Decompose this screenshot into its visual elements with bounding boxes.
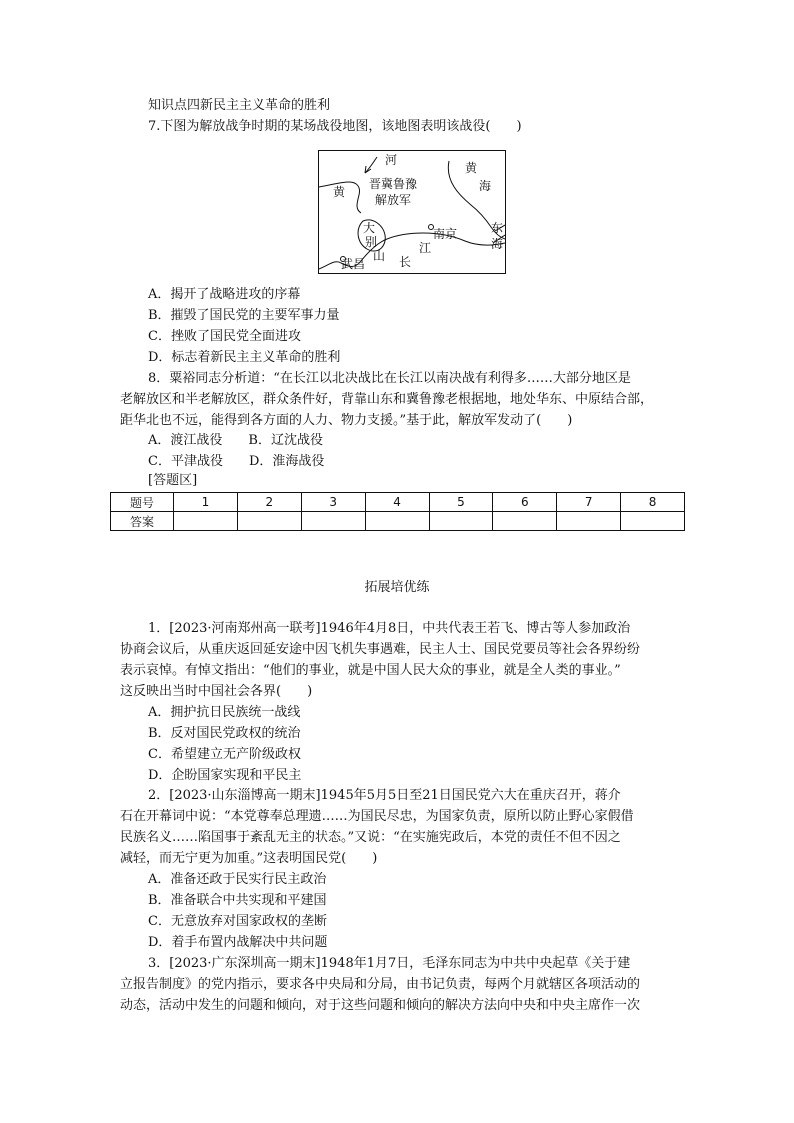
e2-line-3: 民族名义……陷国事于紊乱无主的状态。”又说：“在实施宪政后，本党的责任不但不因之 — [120, 830, 621, 845]
answer-number-cell: 6 — [493, 493, 557, 512]
map-label-army-line1: 晋冀鲁豫 — [369, 177, 418, 191]
e1-line-1: 1．[2023·河南郑州高一联考]1946年4月8日，中共代表王若飞、博古等人参加政治 — [148, 621, 631, 636]
map-label-he: 河 — [385, 153, 398, 167]
q8-line-3: 距华北也不远，能得到各方面的人力、物力支援。”基于此，解放军发动了( ) — [120, 413, 573, 428]
q8-line-1: 8．粟裕同志分析道：“在长江以北决战比在长江以南决战有利得多……大部分地区是 — [148, 371, 631, 386]
answer-input-cell[interactable] — [365, 512, 429, 531]
q8-options-row1: A．渡江战役 B．辽沈战役 — [148, 433, 323, 448]
answer-table-answer-head: 答案 — [111, 512, 174, 531]
map-label-dabie-bie: 别 — [365, 235, 378, 249]
e1-option-c: C．希望建立无产阶级政权 — [148, 747, 301, 762]
e3-line-1: 3．[2023·广东深圳高一期末]1948年1月7日，毛泽东同志为中共中央起草《关于建 — [148, 956, 631, 971]
battle-map — [318, 150, 506, 274]
q8-line-2: 老解放区和半老解放区，群众条件好，背靠山东和冀鲁豫老根据地，地处华东、中原结合部， — [120, 392, 654, 407]
e2-line-2: 石在开幕词中说：“本党尊奉总理遗……为国民尽忠，为国家负责，原所以防止野心家假借 — [120, 809, 634, 824]
answer-table — [110, 492, 685, 531]
map-label-wuchang: 武昌 — [341, 257, 366, 271]
answer-number-cell: 4 — [365, 493, 429, 512]
answer-number-cell: 1 — [174, 493, 238, 512]
map-label-hai-east: 海 — [491, 237, 504, 251]
answer-number-cell: 3 — [301, 493, 365, 512]
q7-option-c: C．挫败了国民党全面进攻 — [148, 329, 301, 344]
e2-option-b: B．准备联合中共实现和平建国 — [148, 893, 327, 908]
e2-option-a: A．准备还政于民实行民主政治 — [148, 872, 327, 887]
answer-input-cell[interactable] — [301, 512, 365, 531]
e3-line-2: 立报告制度》的党内指示，要求各中央局和分局，由书记负责，每两个月就辖区各项活动的 — [120, 977, 641, 992]
answer-area-label: [答题区] — [148, 473, 198, 488]
map-label-dabie-shan: 山 — [373, 249, 386, 263]
answer-number-cell: 5 — [429, 493, 493, 512]
q7-option-b: B．摧毁了国民党的主要军事力量 — [148, 308, 340, 323]
map-label-army-line2: 解放军 — [375, 193, 412, 207]
q7-option-d: D．标志着新民主主义革命的胜利 — [148, 350, 341, 365]
e3-line-3: 动态，活动中发生的问题和倾向，对于这些问题和倾向的解决方法向中央和中央主席作一次 — [120, 998, 641, 1013]
answer-number-cell: 7 — [557, 493, 621, 512]
e1-option-a: A．拥护抗日民族统一战线 — [148, 705, 301, 720]
e1-line-3: 表示哀悼。有悼文指出：“他们的事业，就是中国人民大众的事业，就是全人类的事业。” — [120, 663, 621, 678]
map-label-jiang: 江 — [419, 241, 432, 255]
answer-number-cell: 2 — [237, 493, 301, 512]
answer-table-number-head: 题号 — [111, 493, 174, 512]
answer-input-cell[interactable] — [621, 512, 685, 531]
q8-options-row2: C．平津战役 D．淮海战役 — [148, 454, 325, 469]
q7-stem: 7.下图为解放战争时期的某场战役地图，该地图表明该战役( ) — [148, 119, 522, 134]
e2-option-c: C．无意放弃对国家政权的垄断 — [148, 914, 327, 929]
map-label-nanjing: 南京 — [433, 227, 458, 241]
answer-input-cell[interactable] — [557, 512, 621, 531]
answer-table-number-row — [111, 493, 685, 512]
e2-option-d: D．着手布置内战解决中共问题 — [148, 935, 328, 950]
answer-input-cell[interactable] — [429, 512, 493, 531]
march-arrow-line — [365, 157, 377, 173]
e1-option-d: D．企盼国家实现和平民主 — [148, 768, 302, 783]
e2-line-4: 减轻，而无宁更为加重。”这表明国民党( ) — [120, 851, 378, 866]
answer-table-answer-row — [111, 512, 685, 531]
map-label-huang-west: 黄 — [333, 185, 346, 199]
extension-section-title: 拓展培优练 — [364, 580, 430, 595]
e1-option-b: B．反对国民党政权的统治 — [148, 726, 301, 741]
answer-input-cell[interactable] — [493, 512, 557, 531]
e1-line-4: 这反映出当时中国社会各界( ) — [120, 684, 313, 699]
map-label-chang: 长 — [399, 255, 412, 269]
map-label-dong: 东 — [491, 221, 504, 235]
e1-line-2: 协商会议后，从重庆返回延安途中因飞机失事遇难，民主人士、国民党要员等社会各界纷纷 — [120, 642, 641, 657]
map-label-hai: 海 — [479, 179, 492, 193]
map-label-dabie-da: 大 — [363, 221, 376, 235]
map-label-huang-east: 黄 — [465, 161, 478, 175]
answer-number-cell: 8 — [621, 493, 685, 512]
e2-line-1: 2．[2023·山东淄博高一期末]1945年5月5日至21日国民党六大在重庆召开，蒋介 — [148, 788, 621, 803]
q7-option-a: A．揭开了战略进攻的序幕 — [148, 287, 301, 302]
section-title: 知识点四新民主主义革命的胜利 — [148, 98, 331, 113]
answer-input-cell[interactable] — [237, 512, 301, 531]
map-drawing — [319, 151, 505, 273]
answer-input-cell[interactable] — [174, 512, 238, 531]
